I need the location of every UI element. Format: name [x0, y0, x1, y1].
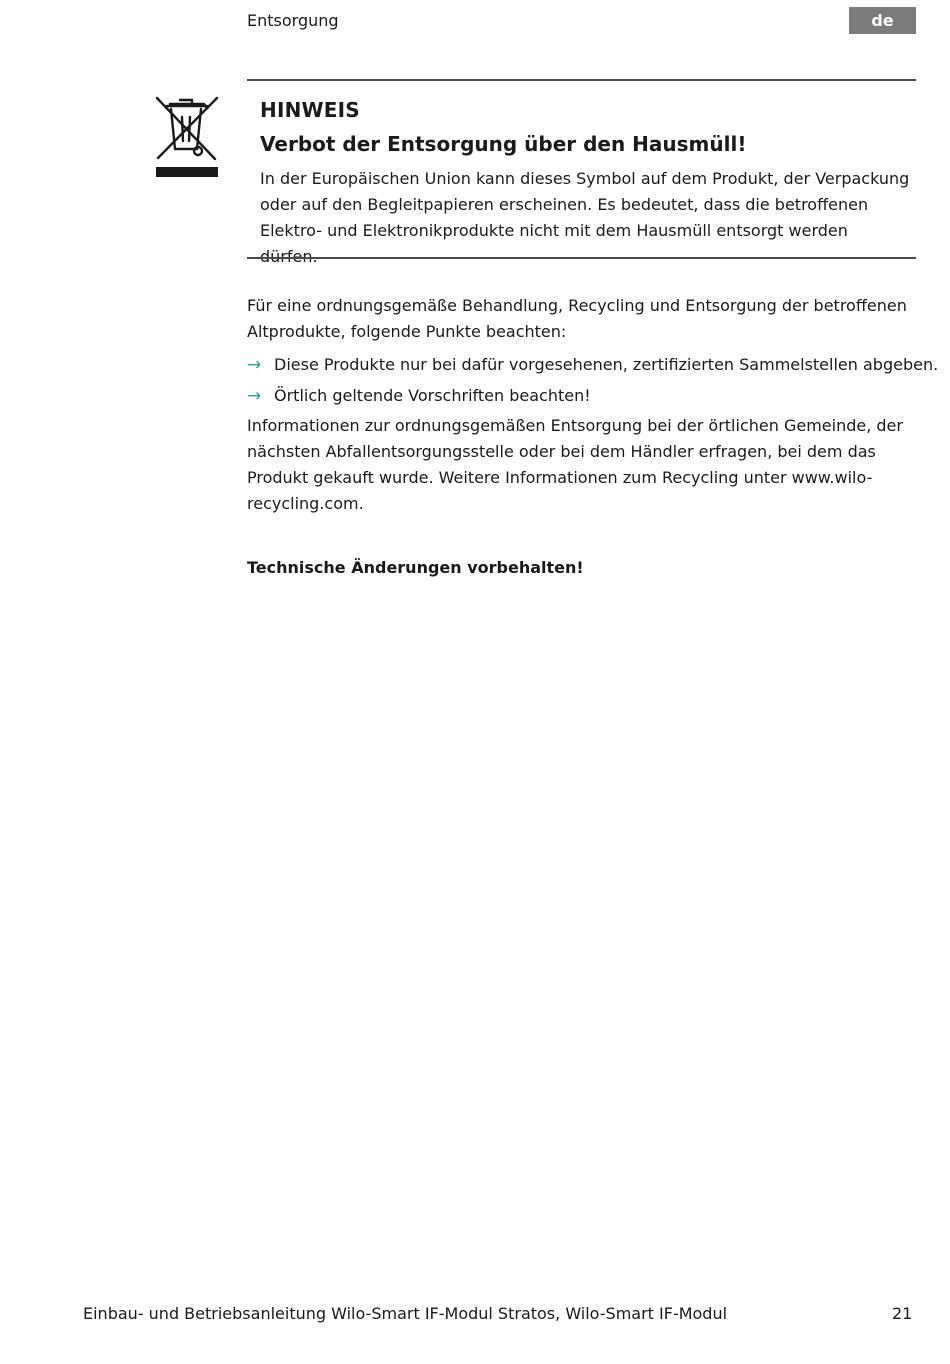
- notice-label: HINWEIS: [260, 98, 360, 122]
- crossed-out-wheelie-bin-icon: [154, 95, 220, 179]
- language-badge: de: [849, 7, 916, 34]
- arrow-right-icon: →: [247, 355, 262, 375]
- section-title: Entsorgung: [247, 11, 339, 30]
- notice-bottom-divider: [247, 257, 916, 259]
- arrow-right-icon: →: [247, 386, 262, 406]
- list-item: [247, 383, 591, 409]
- footer-document-title: Einbau- und Betriebsanleitung Wilo-Smart IF-Modul Stratos, Wilo-Smart IF-Modul: [83, 1304, 728, 1323]
- info-paragraph: Informationen zur ordnungsgemäßen Entsorgung bei der örtlichen Gemeinde, der nächsten Abfallentsorgungsstelle oder bei dem Händler erfragen, bei dem das Produkt gekauft wurde. Weitere Informationen zum Recycling unter www.wilo-recycling.com.: [247, 416, 903, 513]
- list-item-text: Örtlich geltende Vorschriften beachten!: [274, 386, 591, 405]
- list-item: [247, 352, 938, 378]
- intro-paragraph: Für eine ordnungsgemäße Behandlung, Recycling und Entsorgung der betroffenen Altprodukte, folgende Punkte beachten:: [247, 296, 907, 341]
- technical-changes-note: Technische Änderungen vorbehalten!: [247, 558, 584, 577]
- notice-heading: Verbot der Entsorgung über den Hausmüll!: [260, 132, 747, 156]
- list-item-text: Diese Produkte nur bei dafür vorgesehenen, zertifizierten Sammelstellen abgeben.: [274, 355, 939, 374]
- notice-top-divider: [247, 79, 916, 81]
- notice-body: In der Europäischen Union kann dieses Symbol auf dem Produkt, der Verpackung oder auf den Begleitpapieren erscheinen. Es bedeutet, dass die betroffenen Elektro- und Elektronikprodukte nicht mit dem Hausmüll entsorgt werden: [260, 169, 910, 240]
- page-number: 21: [892, 1304, 913, 1323]
